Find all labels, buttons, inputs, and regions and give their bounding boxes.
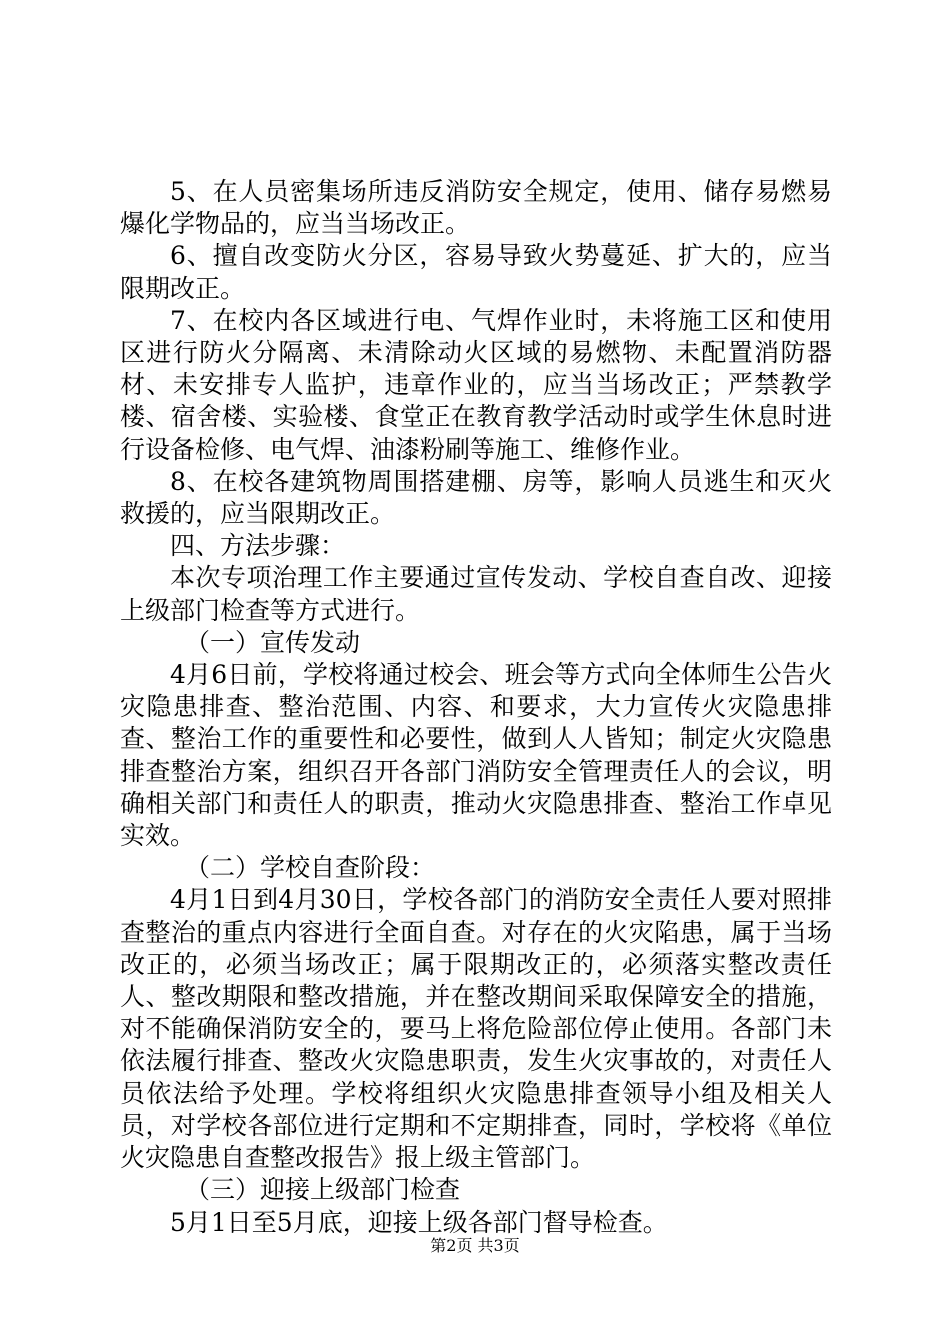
document-body: [120, 176, 832, 1239]
paragraph-item-8: 8、在校各建筑物周围搭建棚、房等，影响人员逃生和灭火救援的，应当限期改正。: [120, 466, 832, 529]
subheading-self-inspection: （二）学校自查阶段：: [185, 853, 436, 883]
subheading-publicity: （一）宣传发动: [185, 627, 361, 657]
paragraph-item-7: 7、在校内各区域进行电、气焊作业时，未将施工区和使用区进行防火分隔离、未清除动火区域的易燃物、未配置消防器材、未安排专人监护，违章作业的，应当当场改正；严禁教学楼、宿舍楼、实验楼、食堂正在教育教学活动时或学生休息时进行设备检修、电气焊、油漆粉刷等施工、维修作业。: [120, 305, 832, 464]
paragraph-publicity: 4月6日前，学校将通过校会、班会等方式向全体师生公告火灾隐患排查、整治范围、内容、和要求，大力宣传火灾隐患排查、整治工作的重要性和必要性，做到人人皆知；制定火灾隐患排查整治方案，组织召开各部门消防安全管理责任人的会议，明确相关部门和责任人的职责，推动火灾隐患排查、整治工作卓见实效。: [120, 660, 832, 851]
page-footer: 第2页 共3页: [430, 1236, 520, 1255]
paragraph-item-5: 5、在人员密集场所违反消防安全规定，使用、储存易燃易爆化学物品的，应当当场改正。: [120, 177, 832, 239]
section-heading-methods: 四、方法步骤：: [170, 531, 346, 561]
paragraph-item-6: 6、擅自改变防火分区，容易导致火势蔓延、扩大的，应当限期改正。: [120, 241, 832, 303]
paragraph-self-inspection: 4月1日到4月30日，学校各部门的消防安全责任人要对照排查整治的重点内容进行全面自查。对存在的火灾陷患，属于当场改正的，必须当场改正；属于限期改正的，必须落实整改责任人、整改期限和整改措施，并在整改期间采取保障安全的措施，对不能确保消防安全的，要马上将危险部位停止使用。各部门未依法履行排查、整改火灾隐患职责，发生火灾事故的，对责任人员依法给予处理。学校将组织火灾隐患排查领导小组及相关人员，对学校各部位进行定期和不定期排查，同时，学校将《单位火灾隐患自查整改报告》报上级主管部门。: [120, 885, 832, 1173]
paragraph-methods-intro: 本次专项治理工作主要通过宣传发动、学校自查自改、迎接上级部门检查等方式进行。: [120, 563, 832, 625]
paragraph-superior-inspection: 5月1日至5月底，迎接上级各部门督导检查。: [170, 1207, 668, 1237]
subheading-superior-inspection: （三）迎接上级部门检查: [185, 1175, 461, 1205]
